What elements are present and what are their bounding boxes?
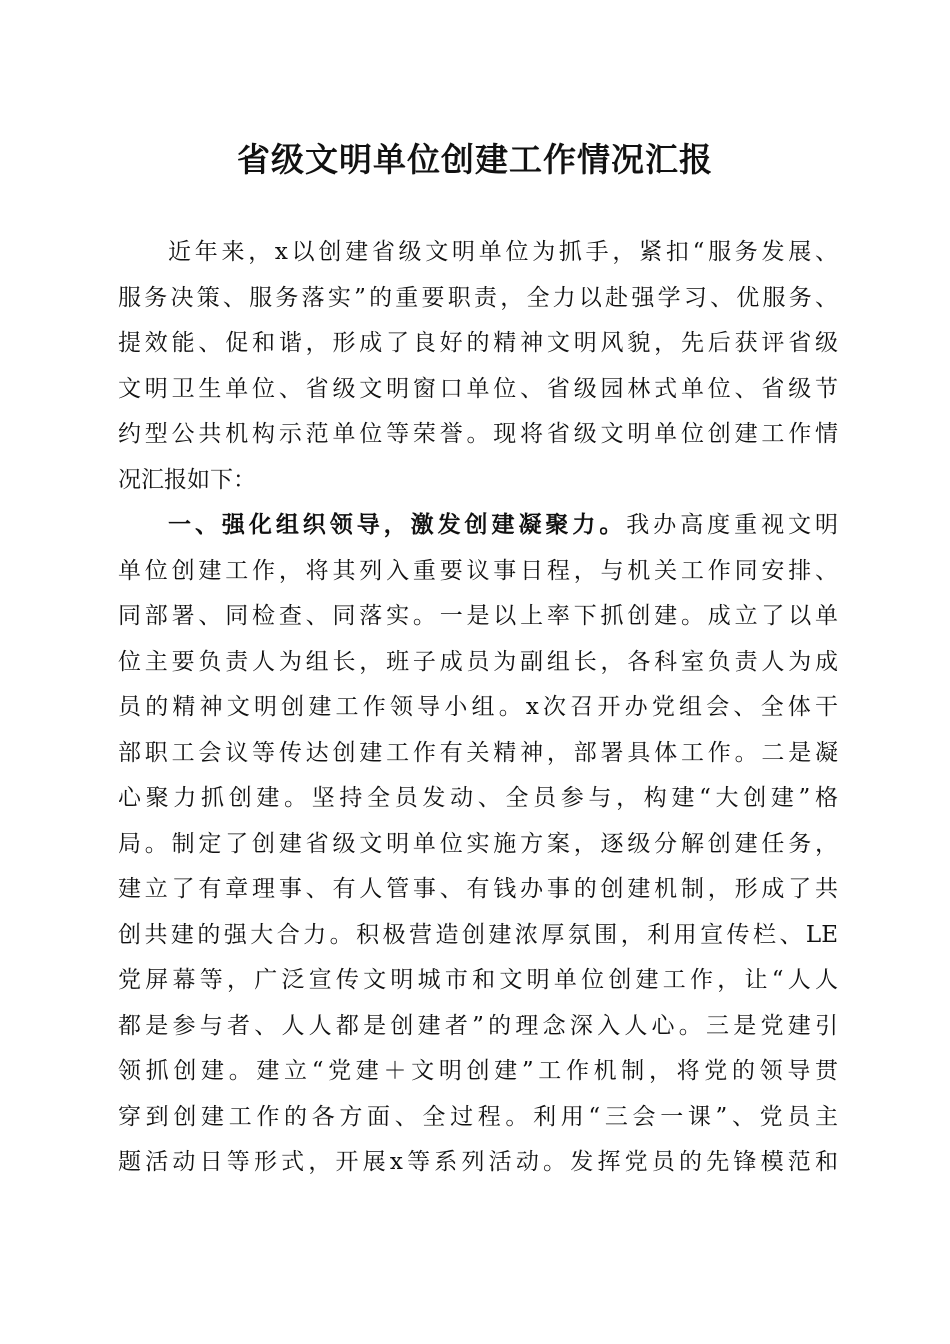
paragraph-line: 部职工会议等传达创建工作有关精神，部署具体工作。二是凝	[118, 739, 838, 766]
paragraph-line: 员的精神文明创建工作领导小组。x次召开办党组会、全体干	[118, 694, 838, 720]
paragraph-line: 服务决策、服务落实”的重要职责，全力以赴强学习、优服务、	[118, 284, 838, 311]
section-1-first-line	[118, 503, 838, 549]
section-1-paragraph	[118, 503, 838, 1186]
paragraph-line: 况汇报如下：	[118, 466, 256, 493]
paragraph-line: 党屏幕等，广泛宣传文明城市和文明单位创建工作，让“人人	[118, 967, 838, 993]
paragraph-line: 单位创建工作，将其列入重要议事日程，与机关工作同安排、	[118, 557, 838, 584]
paragraph-line: 都是参与者、人人都是创建者”的理念深入人心。三是党建引	[118, 1012, 838, 1039]
section-1-heading: 一、强化组织领导，激发创建凝聚力。	[168, 512, 627, 538]
section-1-first-line-text: 我办高度重视文明	[626, 512, 838, 538]
paragraph-line: 提效能、促和谐，形成了良好的精神文明风貌，先后获评省级	[118, 330, 838, 356]
paragraph-line: 题活动日等形式，开展x等系列活动。发挥党员的先锋模范和	[118, 1149, 838, 1175]
paragraph-line: 局。制定了创建省级文明单位实施方案，逐级分解创建任务，	[118, 830, 838, 857]
paragraph-line: 近年来，x以创建省级文明单位为抓手，紧扣“服务发展、	[168, 239, 838, 265]
document-title: 省级文明单位创建工作情况汇报	[237, 140, 713, 179]
paragraph-line: 文明卫生单位、省级文明窗口单位、省级园林式单位、省级节	[118, 375, 838, 402]
intro-paragraph	[118, 230, 838, 503]
paragraph-line: 领抓创建。建立“党建＋文明创建”工作机制，将党的领导贯	[118, 1058, 838, 1084]
paragraph-line: 创共建的强大合力。积极营造创建浓厚氛围，利用宣传栏、LE	[118, 921, 838, 948]
paragraph-line: 约型公共机构示范单位等荣誉。现将省级文明单位创建工作情	[118, 421, 838, 447]
paragraph-line: 位主要负责人为组长，班子成员为副组长，各科室负责人为成	[118, 648, 838, 675]
paragraph-line: 建立了有章理事、有人管事、有钱办事的创建机制，形成了共	[118, 876, 838, 902]
paragraph-line: 同部署、同检查、同落实。一是以上率下抓创建。成立了以单	[118, 603, 838, 629]
paragraph-line: 心聚力抓创建。坚持全员发动、全员参与，构建“大创建”格	[118, 785, 838, 811]
paragraph-line: 穿到创建工作的各方面、全过程。利用“三会一课”、党员主	[118, 1103, 838, 1130]
document-body	[118, 230, 838, 1186]
